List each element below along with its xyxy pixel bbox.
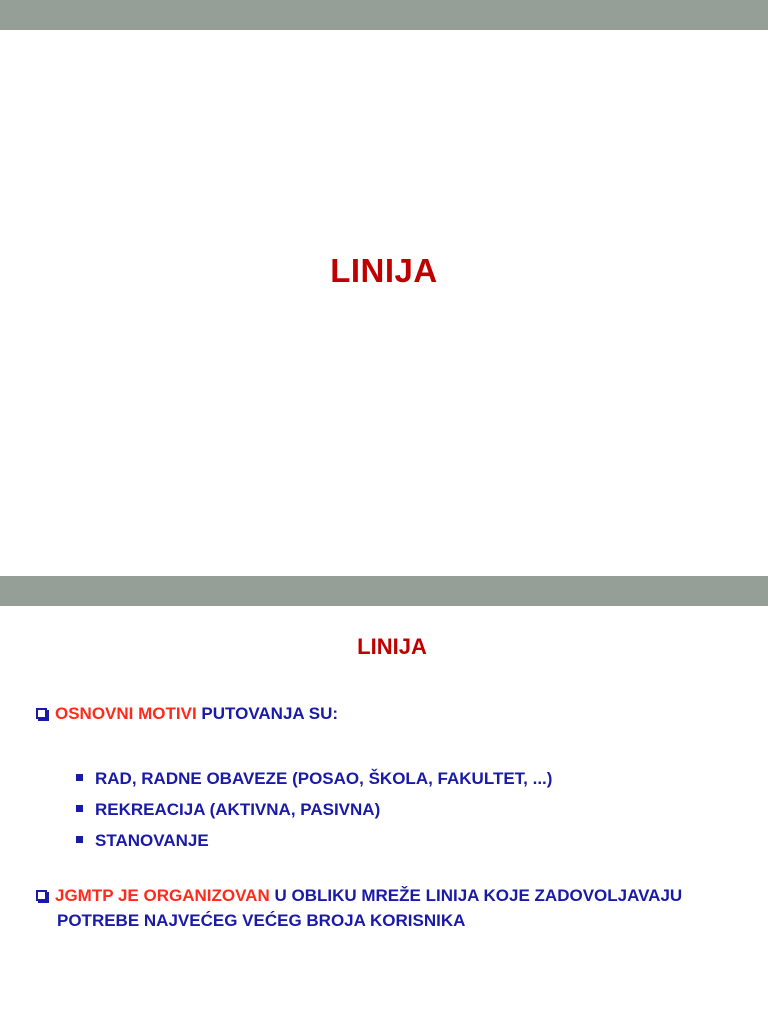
list-item-text: RAD, RADNE OBAVEZE (POSAO, ŠKOLA, FAKULTET, ...)	[95, 769, 553, 788]
point-motives	[36, 701, 338, 726]
point-motives-highlight: OSNOVNI MOTIVI	[55, 704, 197, 723]
list-item-text: REKREACIJA (AKTIVNA, PASIVNA)	[95, 800, 381, 819]
point-organization-highlight-b: ORGANIZOVAN	[143, 886, 270, 905]
point-organization	[36, 883, 736, 933]
motives-list	[76, 763, 552, 856]
slide2-title: LINIJA	[357, 634, 427, 659]
list-item	[76, 794, 552, 825]
list-item	[76, 763, 552, 794]
square-bullet-icon	[76, 805, 83, 812]
slide2-header-bar	[0, 576, 768, 606]
point-motives-text: PUTOVANJA SU:	[196, 704, 339, 723]
point-organization-text-line2: POTREBE NAJVEĆEG VEĆEG BROJA KORISNIKA	[57, 911, 466, 930]
slide1-header-bar	[0, 0, 768, 30]
point-organization-text-line1: U OBLIKU MREŽE LINIJA KOJE ZADOVOLJAVAJU	[269, 886, 683, 905]
point-organization-highlight-a: JGMTP JE	[55, 886, 144, 905]
checkbox-icon	[36, 890, 47, 901]
list-item	[76, 825, 552, 856]
checkbox-icon	[36, 708, 47, 719]
square-bullet-icon	[76, 836, 83, 843]
list-item-text: STANOVANJE	[95, 831, 209, 850]
square-bullet-icon	[76, 774, 83, 781]
slide1-title: LINIJA	[330, 252, 438, 289]
